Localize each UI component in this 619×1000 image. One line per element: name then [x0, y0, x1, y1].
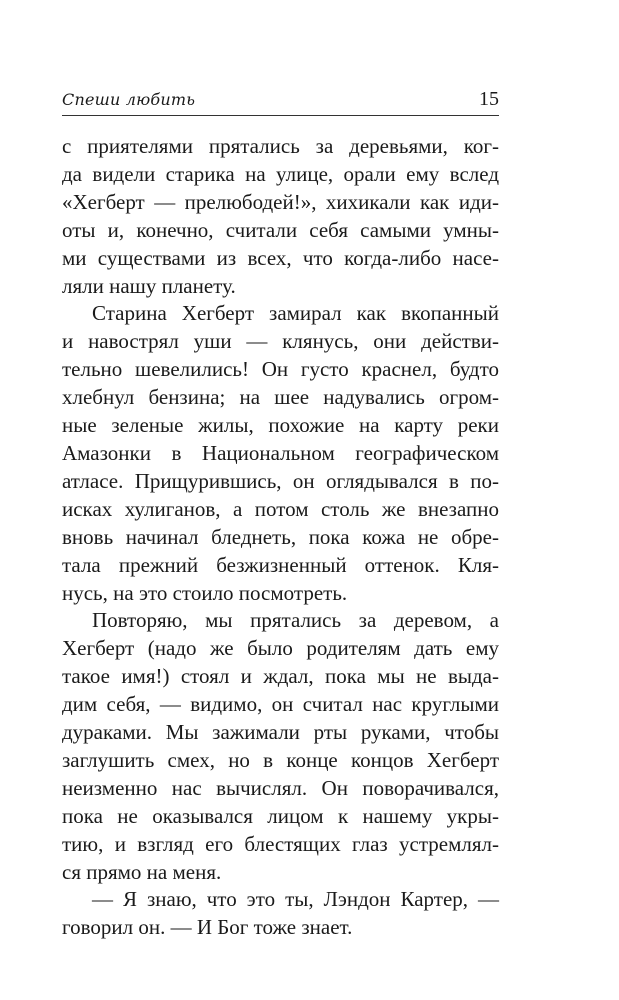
text-line: неизменно нас вычислял. Он поворачивался, — [62, 775, 499, 800]
text-line: такое имя!) стоял и ждал, пока мы не выда- — [62, 664, 499, 689]
page-number: 15 — [479, 88, 499, 110]
text-line: Повторяю, мы прятались за деревом, а — [92, 608, 499, 633]
text-line: пока не оказывался лицом к нашему укры- — [62, 803, 499, 828]
text-line: атласе. Прищурившись, он оглядывался в по- — [62, 468, 499, 493]
text-line: нусь, на это стоило посмотреть. — [62, 580, 348, 605]
text-line: — Я знаю, что это ты, Лэндон Картер, — — [92, 887, 499, 912]
text-line: оты и, конечно, считали себя самыми умны- — [62, 217, 499, 242]
text-line: тала прежний безжизненный оттенок. Кля- — [62, 552, 499, 577]
text-line: говорил он. — И Бог тоже знает. — [62, 915, 353, 940]
text-line: Хегберт (надо же было родителям дать ему — [62, 636, 499, 661]
text-line: тию, и взгляд его блестящих глаз устремлял- — [62, 831, 499, 856]
text-line: вновь начинал бледнеть, пока кожа не обре- — [62, 524, 499, 549]
text-line: ляли нашу планету. — [62, 273, 236, 298]
text-line: ми существами из всех, что когда-либо насе- — [62, 245, 499, 270]
text-line: дураками. Мы зажимали рты руками, чтобы — [62, 720, 499, 745]
text-line: дим себя, — видимо, он считал нас круглыми — [62, 692, 499, 717]
running-title: Спеши любить — [62, 90, 196, 109]
text-line: «Хегберт — прелюбодей!», хихикали как иди- — [62, 189, 499, 214]
body-text — [62, 133, 499, 942]
text-line: тельно шевелились! Он густо краснел, будто — [62, 357, 499, 382]
running-header — [62, 88, 499, 118]
text-line: ся прямо на меня. — [62, 859, 222, 884]
paragraph — [62, 607, 499, 886]
text-line: исках хулиганов, а потом столь же внезапно — [62, 496, 499, 521]
paragraph — [62, 886, 499, 942]
text-line: и навострял уши — клянусь, они действи- — [62, 329, 499, 354]
text-line: ные зеленые жилы, похожие на карту реки — [62, 413, 499, 438]
paragraph — [62, 133, 499, 300]
header-rule — [62, 115, 499, 116]
text-line: да видели старика на улице, орали ему вслед — [62, 161, 499, 186]
text-line: с приятелями прятались за деревьями, ког- — [62, 134, 499, 158]
text-line: Старина Хегберт замирал как вкопанный — [92, 301, 499, 326]
text-line: заглушить смех, но в конце концов Хегберт — [62, 747, 499, 772]
text-line: хлебнул бензина; на шее надувались огром- — [62, 385, 499, 410]
text-line: Амазонки в Национальном географическом — [62, 440, 499, 465]
paragraph — [62, 300, 499, 607]
